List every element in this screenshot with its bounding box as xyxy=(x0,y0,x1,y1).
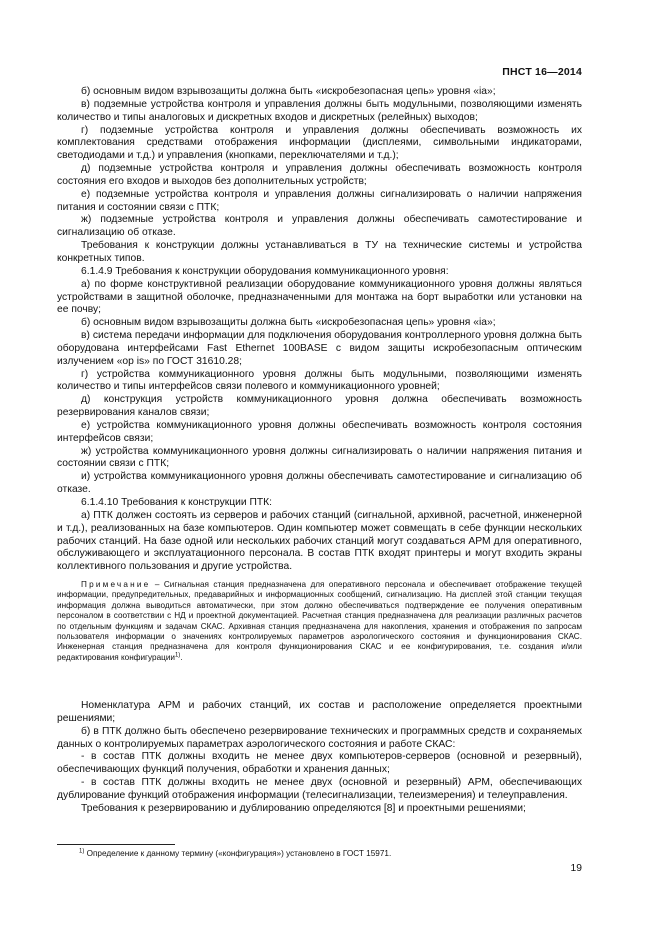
section-heading: 6.1.4.9 Требования к конструкции оборудования коммуникационного уровня: xyxy=(81,265,449,277)
paragraph: г) устройства коммуникационного уровня должны быть модульными, позволяющими изменять количество и типы интерфейсов связи полевого и коммуникационного уровней; xyxy=(57,368,582,393)
paragraph: - в состав ПТК должны входить не менее двух компьютеров-серверов (основной и резервный), обеспечивающих функций получения, обработки и хранения данных; xyxy=(57,751,582,776)
paragraph: ж) устройства коммуникационного уровня должны сигнализировать о наличии напряжения питания и состоянии связи с ПТК; xyxy=(57,445,582,470)
note-block xyxy=(57,580,582,663)
paragraph: е) подземные устройства контроля и управления должны сигнализировать о наличии напряжения питания и состоянии связи с ПТК; xyxy=(57,188,582,213)
footnote-divider xyxy=(57,844,175,845)
paragraph: в) подземные устройства контроля и управления должны быть модульными, позволяющими изменять количество и типы аналоговых и дискретных входов и дискретных (релейных) выходов; xyxy=(57,98,582,123)
section-heading: 6.1.4.10 Требования к конструкции ПТК: xyxy=(81,497,273,508)
paragraph: и) устройства коммуникационного уровня должны обеспечивать самотестирование и сигнализацию об отказе. xyxy=(57,471,582,496)
paragraph: а) ПТК должен состоять из серверов и рабочих станций (сигнальной, архивной, расчетной, инженерной и т.д.), реализованных на базе компьютеров. Один компьютер может совмещать в себе функции нескольких рабочих станций. На базе одной или нескольких рабочих станций могут создаваться АРМ для оперативного, обслуживающего и эксплуатационного персонала. В состав ПТК входят принтеры и могут входить экраны коллективного пользования и другие устройства. xyxy=(57,509,582,573)
paragraph: г) подземные устройства контроля и управления должны обеспечивать возможность их комплектования средствами отображения информации (дисплеями, символьными индикаторами, светодиодами и т.д.) и управления (кнопками, переключателями и т.д.); xyxy=(57,124,582,162)
footnote-text: Определение к данному термину («конфигурация») установлено в ГОСТ 15971. xyxy=(84,849,392,858)
footnote-reference[interactable]: 1) xyxy=(174,652,181,659)
note-end: . xyxy=(180,652,183,662)
paragraph: а) по форме конструктивной реализации оборудование коммуникационного уровня должны являться устройствами в защитной оболочке, предназначенными для монтажа на борт выработки или установки на ее почву; xyxy=(57,278,582,316)
paragraph: - в состав ПТК должны входить не менее двух (основной и резервный) АРМ, обеспечивающих дублирование функций отображения информации (телесигнализации, телеизмерения) и телеуправления. xyxy=(57,777,582,801)
paragraph: в) система передачи информации для подключения оборудования контроллерного уровня должна быть оборудована интерфейсами Fast Ethernet 100BASE с видом защиты искробезопасным оптическим излучением «op is» по ГОСТ 31610.28; xyxy=(57,330,582,367)
paragraph: б) основным видом взрывозащиты должна быть «искробезопасная цепь» уровня «ia»; xyxy=(81,317,496,329)
note-text: – Сигнальная станция предназначена для оперативного персонала и обеспечивает отображение текущей информации, предупредительных, предаварийных и информационных сообщений, сигнализацию. На дисплей этой станции текущая информация должна выводиться автоматически, при этом должно обеспечиваться подтверждение ее получения оперативным персоналом в соответствии с НД и проектной документацией. Расчетная станция предназначена для реализации различных расчетов по отдельным функциям и задачам СКАС. Архивная станция предназначена для накопления, хранения и отображения по запросам пользователя информации о значениях контролируемых параметров аэрологического состояния и функционирования СКАС. Инженерная станция предназначена для контроля функционирования СКАС и ее конфигурирования, т.е. создания и/или редактирования конфигурации xyxy=(57,580,582,662)
footnote-marker: 1) xyxy=(79,848,85,855)
paragraph: ж) подземные устройства контроля и управления должны обеспечивать самотестирование и сигнализацию об отказе. xyxy=(57,214,582,239)
page-number: 19 xyxy=(570,863,582,874)
main-text-continued xyxy=(57,700,582,816)
paragraph: Требования к резервированию и дублированию определяются [8] и проектными решениями; xyxy=(81,802,526,814)
paragraph: д) подземные устройства контроля и управления должны обеспечивать возможность контроля состояния его входов и выходов без дополнительных устройств; xyxy=(57,163,582,187)
main-text xyxy=(57,86,582,574)
paragraph: б) в ПТК должно быть обеспечено резервирование технических и программных средств и сохраняемых данных о контролируемых параметрах аэрологического состояния и работе СКАС: xyxy=(57,725,582,750)
paragraph: е) устройства коммуникационного уровня должны обеспечивать возможность контроля состояния интерфейсов связи; xyxy=(57,419,582,444)
note-paragraph xyxy=(57,580,582,663)
paragraph: Номенклатура АРМ и рабочих станций, их состав и расположение определяется проектными решениями; xyxy=(57,700,582,724)
footnote xyxy=(79,849,391,858)
note-label: Примечание xyxy=(81,580,151,589)
paragraph: д) конструкция устройств коммуникационного уровня должна обеспечивать возможность резервирования каналов связи; xyxy=(57,394,582,419)
paragraph: б) основным видом взрывозащиты должна быть «искробезопасная цепь» уровня «ia»; xyxy=(81,86,496,97)
paragraph: Требования к конструкции должны устанавливаться в ТУ на технические системы и устройства конкретных типов. xyxy=(57,240,582,264)
document-id-header: ПНСТ 16—2014 xyxy=(502,66,582,78)
